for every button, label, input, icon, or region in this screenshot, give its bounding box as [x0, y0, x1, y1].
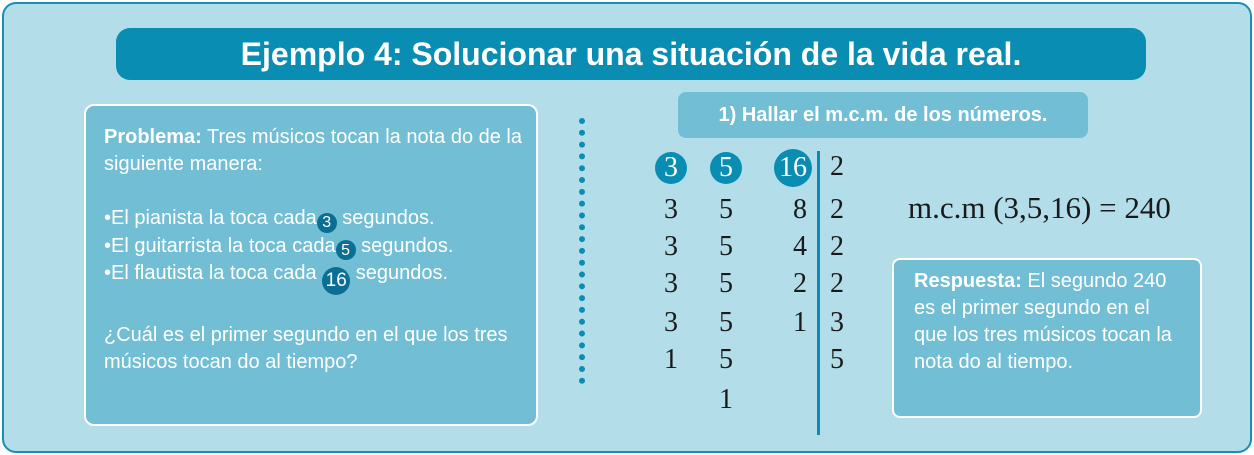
dotted-divider	[579, 118, 585, 384]
circled-number: 3	[655, 152, 687, 184]
col-c-cell: 2	[793, 268, 807, 299]
col-b-cell: 5	[719, 344, 733, 375]
divisor-cell: 2	[830, 151, 844, 182]
divisor-cell: 2	[830, 268, 844, 299]
flutist-text: •El flautista la toca cada	[104, 262, 323, 284]
divisor-cell: 2	[830, 194, 844, 225]
title-banner	[116, 28, 1146, 80]
example-frame	[2, 2, 1252, 453]
number-badge-5: 5	[336, 240, 356, 260]
col-a-cell: 3	[664, 194, 678, 225]
problem-question: ¿Cuál es el primer segundo en el que los tres músicos tocan do al tiempo?	[104, 323, 508, 373]
col-b-cell: 5	[719, 268, 733, 299]
problem-heading: Problema:	[104, 126, 202, 148]
header-cell-a	[649, 152, 693, 184]
col-c-cell: 8	[793, 194, 807, 225]
answer-panel	[892, 258, 1202, 418]
guitarist-text: •El guitarrista la toca cada	[104, 234, 336, 257]
circled-number: 5	[710, 152, 742, 184]
col-a-cell: 3	[664, 307, 678, 338]
number-badge-3: 3	[317, 213, 337, 233]
page-title: Ejemplo 4: Solucionar una situación de la vida real.	[240, 35, 1022, 72]
col-b-cell: 1	[719, 384, 733, 415]
number-badge-16: 16	[322, 267, 350, 295]
step-label	[678, 92, 1088, 138]
col-a-cell: 1	[664, 344, 678, 375]
circled-number: 16	[774, 149, 812, 187]
problem-line-pianist	[104, 205, 522, 233]
col-b-cell: 5	[719, 307, 733, 338]
spacer	[104, 178, 522, 205]
header-cell-b	[704, 152, 748, 184]
header-cell-c	[771, 149, 815, 187]
col-c-cell: 4	[793, 231, 807, 262]
col-b-cell: 5	[719, 194, 733, 225]
divisor-cell: 3	[830, 307, 844, 338]
divisor-cell: 5	[830, 344, 844, 375]
answer-heading: Respuesta:	[914, 270, 1022, 292]
step-label-text: 1) Hallar el m.c.m. de los números.	[718, 103, 1048, 126]
problem-line-guitarist	[104, 233, 522, 261]
pianist-text: •El pianista la toca cada	[104, 207, 317, 229]
col-b-cell: 5	[719, 231, 733, 262]
answer-text-block	[914, 268, 1184, 376]
divisor-cell: 2	[830, 231, 844, 262]
pianist-suffix: segundos.	[336, 207, 435, 229]
col-c-cell: 1	[793, 307, 807, 338]
col-a-cell: 3	[664, 231, 678, 262]
col-a-cell: 3	[664, 268, 678, 299]
answer-text: El segundo 240 es el primer segundo en el que los tres músicos tocan la nota do al tiempo.	[914, 270, 1172, 373]
problem-intro-text: Tres músicos tocan la nota do de la siguiente manera:	[104, 126, 522, 175]
spacer	[104, 295, 522, 322]
problem-panel	[84, 104, 538, 426]
problem-line-flutist	[104, 260, 522, 295]
lcm-result: m.c.m (3,5,16) = 240	[908, 190, 1171, 225]
guitarist-suffix: segundos.	[355, 234, 454, 257]
flutist-suffix: segundos.	[350, 262, 449, 284]
problem-intro	[104, 124, 522, 178]
